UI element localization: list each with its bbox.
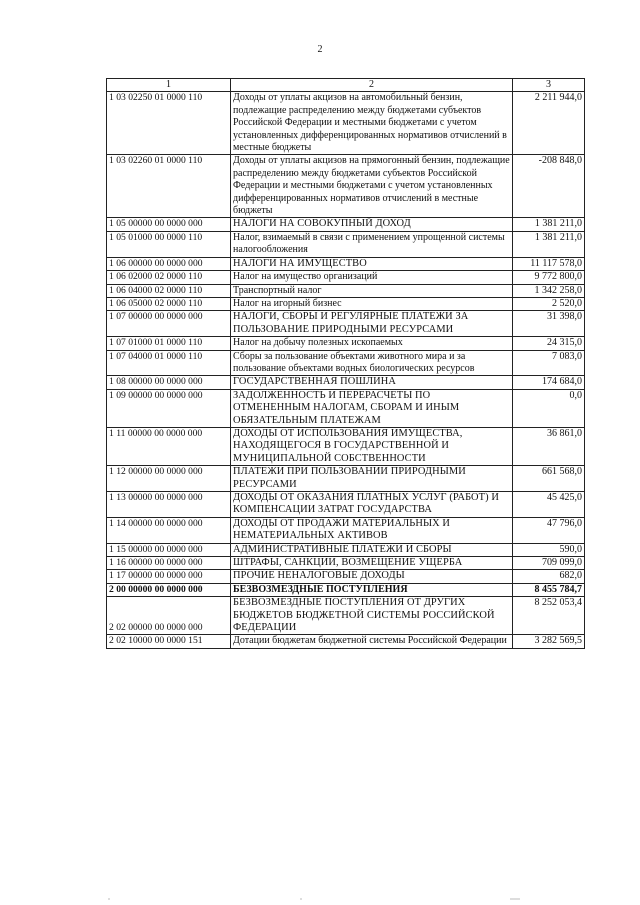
table-row bbox=[107, 218, 585, 231]
revenue-name-cell: ГОСУДАРСТВЕННАЯ ПОШЛИНА bbox=[231, 376, 513, 389]
amount-cell: -208 848,0 bbox=[513, 155, 585, 218]
classification-code-cell: 1 06 04000 02 0000 110 bbox=[107, 284, 231, 297]
classification-code-cell: 2 00 00000 00 0000 000 bbox=[107, 583, 231, 596]
table-row bbox=[107, 311, 585, 337]
revenue-name-cell: Транспортный налог bbox=[231, 284, 513, 297]
table-body bbox=[107, 92, 585, 648]
revenue-name-cell: Доходы от уплаты акцизов на автомобильный бензин, подлежащие распределению между бюджетами субъектов Российской Федерации и местными бюджетами с учетом установленных дифференцированных нормативов отчислений в местные бюджеты bbox=[231, 92, 513, 155]
table-row bbox=[107, 583, 585, 596]
amount-cell: 174 684,0 bbox=[513, 376, 585, 389]
revenue-name-cell: ШТРАФЫ, САНКЦИИ, ВОЗМЕЩЕНИЕ УЩЕРБА bbox=[231, 557, 513, 570]
page-number: 2 bbox=[317, 44, 323, 55]
table-row bbox=[107, 297, 585, 310]
amount-cell: 590,0 bbox=[513, 543, 585, 556]
classification-code-cell: 1 03 02260 01 0000 110 bbox=[107, 155, 231, 218]
amount-cell: 1 381 211,0 bbox=[513, 231, 585, 257]
revenue-name-cell: ПРОЧИЕ НЕНАЛОГОВЫЕ ДОХОДЫ bbox=[231, 570, 513, 583]
column-header-code: 1 bbox=[107, 79, 231, 92]
table-row bbox=[107, 570, 585, 583]
classification-code-cell: 1 09 00000 00 0000 000 bbox=[107, 389, 231, 427]
table-row bbox=[107, 635, 585, 648]
revenue-name-cell: Налог на добычу полезных ископаемых bbox=[231, 337, 513, 350]
amount-cell: 47 796,0 bbox=[513, 517, 585, 543]
revenue-name-cell: БЕЗВОЗМЕЗДНЫЕ ПОСТУПЛЕНИЯ bbox=[231, 583, 513, 596]
amount-cell: 1 342 258,0 bbox=[513, 284, 585, 297]
table-header-row bbox=[107, 79, 585, 92]
revenue-name-cell: ДОХОДЫ ОТ ИСПОЛЬЗОВАНИЯ ИМУЩЕСТВА, НАХОДЯЩЕГОСЯ В ГОСУДАРСТВЕННОЙ И МУНИЦИПАЛЬНОЙ СОБСТВЕННОСТИ bbox=[231, 427, 513, 465]
revenue-name-cell: НАЛОГИ НА ИМУЩЕСТВО bbox=[231, 257, 513, 270]
table-row bbox=[107, 543, 585, 556]
amount-cell: 8 252 053,4 bbox=[513, 597, 585, 635]
revenue-name-cell: НАЛОГИ, СБОРЫ И РЕГУЛЯРНЫЕ ПЛАТЕЖИ ЗА ПОЛЬЗОВАНИЕ ПРИРОДНЫМИ РЕСУРСАМИ bbox=[231, 311, 513, 337]
classification-code-cell: 1 14 00000 00 0000 000 bbox=[107, 517, 231, 543]
amount-cell: 8 455 784,7 bbox=[513, 583, 585, 596]
amount-cell: 2 211 944,0 bbox=[513, 92, 585, 155]
amount-cell: 9 772 800,0 bbox=[513, 271, 585, 284]
revenue-name-cell: Дотации бюджетам бюджетной системы Российской Федерации bbox=[231, 635, 513, 648]
revenue-name-cell: Налог, взимаемый в связи с применением упрощенной системы налогообложения bbox=[231, 231, 513, 257]
amount-cell: 0,0 bbox=[513, 389, 585, 427]
amount-cell: 3 282 569,5 bbox=[513, 635, 585, 648]
table-row bbox=[107, 284, 585, 297]
revenue-name-cell: ПЛАТЕЖИ ПРИ ПОЛЬЗОВАНИИ ПРИРОДНЫМИ РЕСУРСАМИ bbox=[231, 466, 513, 492]
classification-code-cell: 1 13 00000 00 0000 000 bbox=[107, 492, 231, 518]
revenue-name-cell: Доходы от уплаты акцизов на прямогонный бензин, подлежащие распределению между бюджетами субъектов Российской Федерации и местными бюджетами с учетом установленных дифференцированных нормативов отчислений в местные бюджеты bbox=[231, 155, 513, 218]
table-row bbox=[107, 492, 585, 518]
revenue-name-cell: ДОХОДЫ ОТ ОКАЗАНИЯ ПЛАТНЫХ УСЛУГ (РАБОТ) И КОМПЕНСАЦИИ ЗАТРАТ ГОСУДАРСТВА bbox=[231, 492, 513, 518]
classification-code-cell: 1 12 00000 00 0000 000 bbox=[107, 466, 231, 492]
amount-cell: 1 381 211,0 bbox=[513, 218, 585, 231]
revenue-name-cell: ДОХОДЫ ОТ ПРОДАЖИ МАТЕРИАЛЬНЫХ И НЕМАТЕРИАЛЬНЫХ АКТИВОВ bbox=[231, 517, 513, 543]
classification-code-cell: 2 02 10000 00 0000 151 bbox=[107, 635, 231, 648]
classification-code-cell: 1 07 04000 01 0000 110 bbox=[107, 350, 231, 376]
table-row bbox=[107, 557, 585, 570]
revenue-name-cell: Налог на имущество организаций bbox=[231, 271, 513, 284]
table-row bbox=[107, 427, 585, 465]
table-row bbox=[107, 257, 585, 270]
amount-cell: 31 398,0 bbox=[513, 311, 585, 337]
classification-code-cell: 1 07 01000 01 0000 110 bbox=[107, 337, 231, 350]
classification-code-cell: 1 06 00000 00 0000 000 bbox=[107, 257, 231, 270]
table-row bbox=[107, 466, 585, 492]
table-row bbox=[107, 231, 585, 257]
classification-code-cell: 1 05 01000 00 0000 110 bbox=[107, 231, 231, 257]
classification-code-cell: 1 07 00000 00 0000 000 bbox=[107, 311, 231, 337]
classification-code-cell: 1 17 00000 00 0000 000 bbox=[107, 570, 231, 583]
table-row bbox=[107, 597, 585, 635]
classification-code-cell: 1 15 00000 00 0000 000 bbox=[107, 543, 231, 556]
classification-code-cell: 1 08 00000 00 0000 000 bbox=[107, 376, 231, 389]
amount-cell: 36 861,0 bbox=[513, 427, 585, 465]
amount-cell: 709 099,0 bbox=[513, 557, 585, 570]
amount-cell: 2 520,0 bbox=[513, 297, 585, 310]
scan-edge-marks bbox=[0, 896, 640, 902]
table-row bbox=[107, 517, 585, 543]
table-row bbox=[107, 337, 585, 350]
table-row bbox=[107, 389, 585, 427]
revenue-name-cell: АДМИНИСТРАТИВНЫЕ ПЛАТЕЖИ И СБОРЫ bbox=[231, 543, 513, 556]
revenue-name-cell: БЕЗВОЗМЕЗДНЫЕ ПОСТУПЛЕНИЯ ОТ ДРУГИХ БЮДЖЕТОВ БЮДЖЕТНОЙ СИСТЕМЫ РОССИЙСКОЙ ФЕДЕРАЦИИ bbox=[231, 597, 513, 635]
amount-cell: 24 315,0 bbox=[513, 337, 585, 350]
amount-cell: 682,0 bbox=[513, 570, 585, 583]
revenue-name-cell: Налог на игорный бизнес bbox=[231, 297, 513, 310]
classification-code-cell: 1 06 02000 02 0000 110 bbox=[107, 271, 231, 284]
budget-revenue-table bbox=[106, 78, 585, 649]
amount-cell: 11 117 578,0 bbox=[513, 257, 585, 270]
classification-code-cell: 1 06 05000 02 0000 110 bbox=[107, 297, 231, 310]
classification-code-cell: 2 02 00000 00 0000 000 bbox=[107, 597, 231, 635]
amount-cell: 661 568,0 bbox=[513, 466, 585, 492]
revenue-name-cell: Сборы за пользование объектами животного мира и за пользование объектами водных биологических ресурсов bbox=[231, 350, 513, 376]
amount-cell: 45 425,0 bbox=[513, 492, 585, 518]
revenue-name-cell: ЗАДОЛЖЕННОСТЬ И ПЕРЕРАСЧЕТЫ ПО ОТМЕНЕННЫМ НАЛОГАМ, СБОРАМ И ИНЫМ ОБЯЗАТЕЛЬНЫМ ПЛАТЕЖАМ bbox=[231, 389, 513, 427]
table-row bbox=[107, 350, 585, 376]
table-row bbox=[107, 155, 585, 218]
amount-cell: 7 083,0 bbox=[513, 350, 585, 376]
classification-code-cell: 1 16 00000 00 0000 000 bbox=[107, 557, 231, 570]
table-row bbox=[107, 376, 585, 389]
table-row bbox=[107, 271, 585, 284]
revenue-name-cell: НАЛОГИ НА СОВОКУПНЫЙ ДОХОД bbox=[231, 218, 513, 231]
classification-code-cell: 1 03 02250 01 0000 110 bbox=[107, 92, 231, 155]
table-row bbox=[107, 92, 585, 155]
classification-code-cell: 1 05 00000 00 0000 000 bbox=[107, 218, 231, 231]
classification-code-cell: 1 11 00000 00 0000 000 bbox=[107, 427, 231, 465]
column-header-name: 2 bbox=[231, 79, 513, 92]
column-header-amount: 3 bbox=[513, 79, 585, 92]
